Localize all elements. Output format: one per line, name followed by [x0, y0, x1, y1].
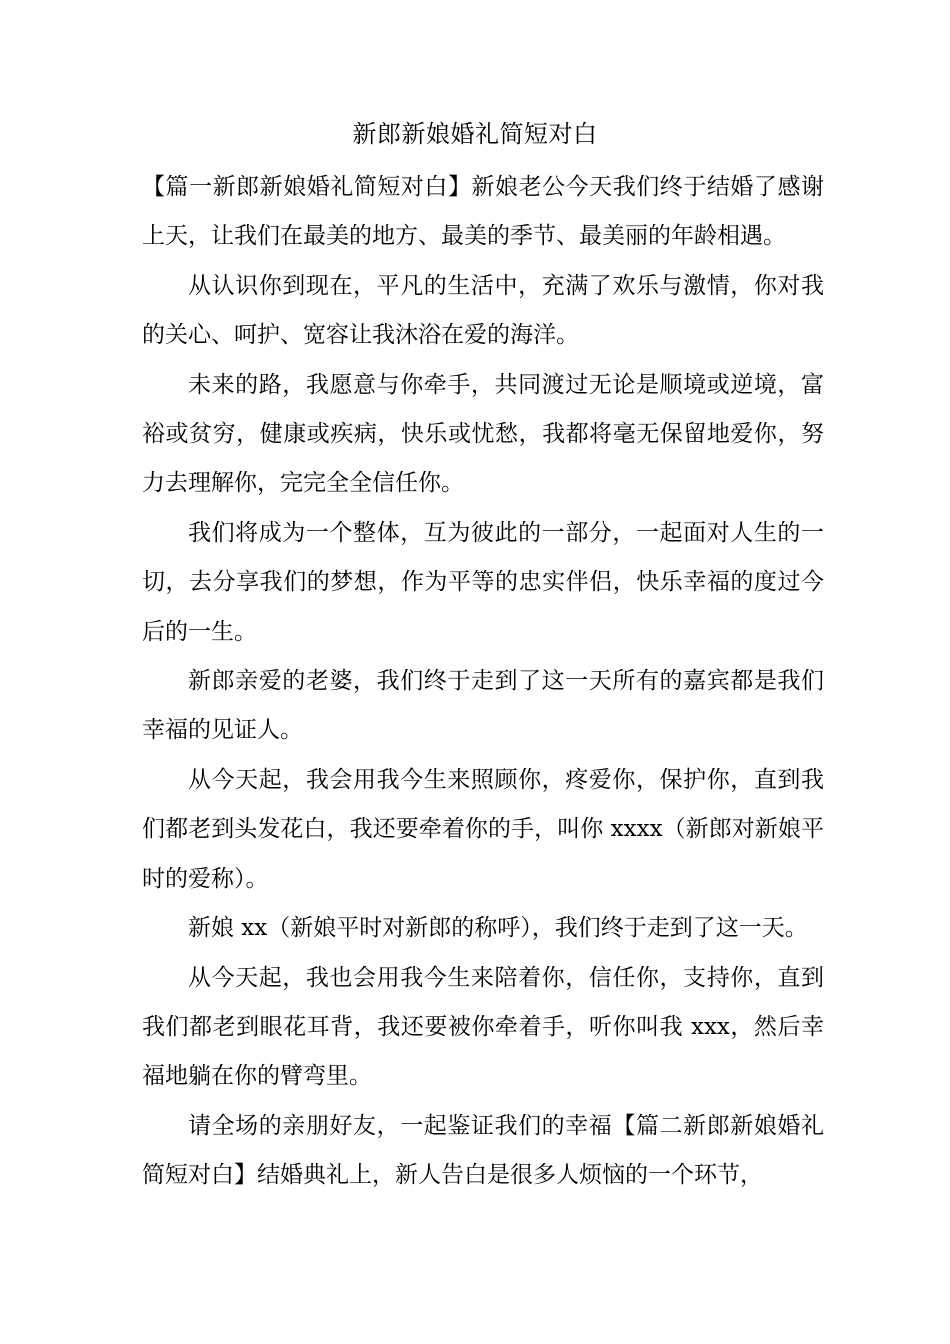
paragraph-2: 从认识你到现在，平凡的生活中，充满了欢乐与激情，你对我的关心、呵护、宽容让我沐浴在爱的海洋。 — [142, 272, 824, 349]
paragraph-8: 从今天起，我也会用我今生来陪着你，信任你，支持你，直到我们都老到眼花耳背，我还要被你牵着手，听你叫我 xxx，然后幸福地躺在你的臂弯里。 — [142, 964, 824, 1090]
paragraph-6: 从今天起，我会用我今生来照顾你，疼爱你，保护你，直到我们都老到头发花白，我还要牵着你的手，叫你 xxxx（新郎对新娘平时的爱称）。 — [142, 766, 824, 892]
document-title: 新郎新娘婚礼简短对白 — [352, 120, 598, 148]
paragraph-9: 请全场的亲朋好友，一起鉴证我们的幸福【篇二新郎新娘婚礼简短对白】结婚典礼上，新人告白是很多人烦恼的一个环节， — [142, 1112, 824, 1189]
document-body — [142, 163, 824, 1201]
paragraph-3: 未来的路，我愿意与你牵手，共同渡过无论是顺境或逆境，富裕或贫穷，健康或疾病，快乐或忧愁，我都将毫无保留地爱你，努力去理解你，完完全全信任你。 — [142, 371, 824, 497]
paragraph-4: 我们将成为一个整体，互为彼此的一部分，一起面对人生的一切，去分享我们的梦想，作为平等的忠实伴侣，快乐幸福的度过今后的一生。 — [142, 519, 824, 645]
paragraph-7: 新娘 xx（新娘平时对新郎的称呼），我们终于走到了这一天。 — [188, 915, 808, 942]
paragraph-1: 【篇一新郎新娘婚礼简短对白】新娘老公今天我们终于结婚了感谢上天，让我们在最美的地方、最美的季节、最美丽的年龄相遇。 — [142, 174, 824, 250]
paragraph-5: 新郎亲爱的老婆，我们终于走到了这一天所有的嘉宾都是我们幸福的见证人。 — [142, 668, 824, 744]
